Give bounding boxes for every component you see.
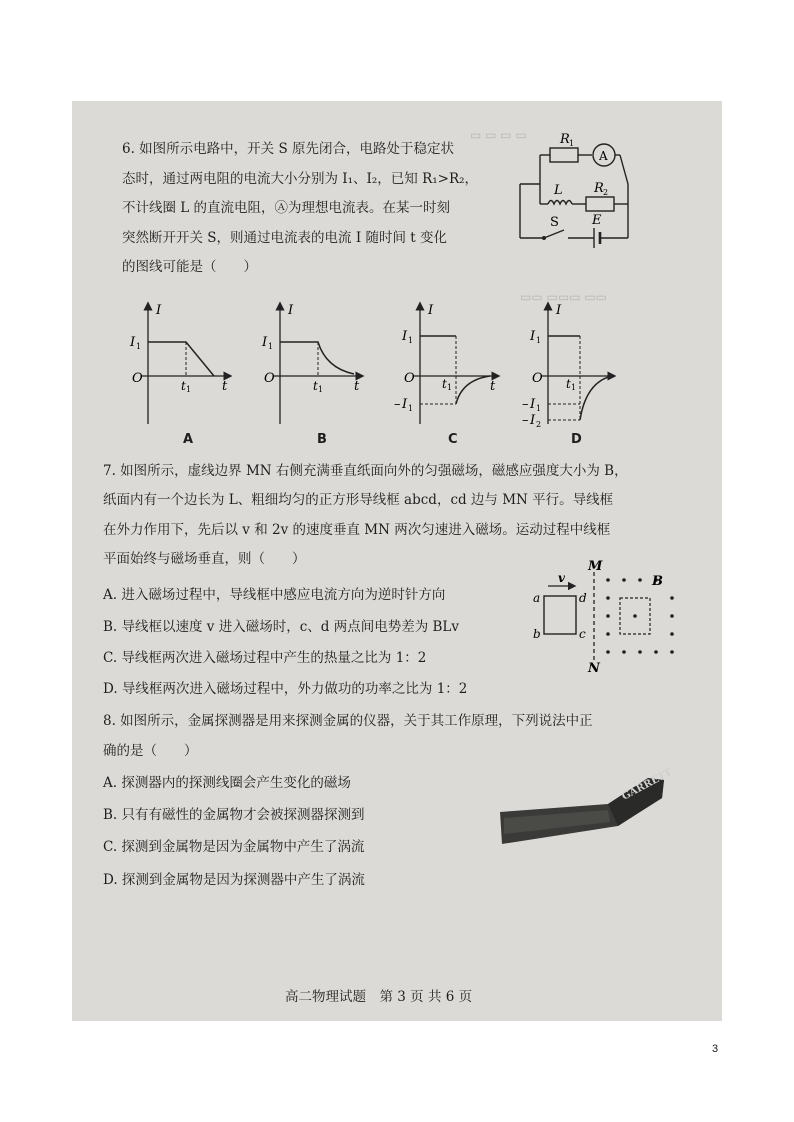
q8-line1: 8. 如图所示，金属探测器是用来探测金属的仪器，关于其工作原理，下列说法中正: [103, 713, 593, 729]
q6-line3: 不计线圈 L 的直流电阻，Ⓐ为理想电流表。在某一时刻: [122, 200, 451, 216]
graph-c-minus: –: [394, 397, 401, 412]
graph-d: [542, 304, 614, 424]
graph-c-origin: O: [404, 371, 415, 386]
graph-a-i1-sub: 1: [136, 342, 142, 351]
graph-c-i1-sub: 1: [408, 336, 414, 345]
q7-magnetic-field-figure: [528, 558, 678, 678]
graph-d-minus-2: –: [522, 413, 529, 428]
q7-line4: 平面始终与磁场垂直，则（ ）: [103, 551, 306, 567]
q7-option-c: C. 导线框两次进入磁场过程中产生的热量之比为 1：2: [103, 650, 427, 666]
r2-subscript: 2: [603, 188, 609, 197]
graph-b-origin: O: [264, 371, 275, 386]
label-d: d: [579, 591, 587, 605]
graph-a: [142, 304, 230, 424]
q6-circuit-diagram: [510, 128, 650, 253]
page-number: 3: [712, 1043, 719, 1055]
graph-b: [274, 304, 362, 424]
label-b: b: [533, 627, 541, 641]
graph-a-t1: t: [181, 379, 186, 393]
graph-a-y-label: I: [156, 303, 162, 318]
graph-b-y-label: I: [288, 303, 294, 318]
graph-d-neg-i2: I: [530, 413, 536, 428]
graph-d-y-label: I: [556, 303, 562, 318]
q6-line5: 的图线可能是（ ）: [122, 259, 257, 275]
graph-c-neg-i1: I: [402, 397, 408, 412]
graph-d-neg-i1-sub: 1: [536, 404, 542, 413]
graph-b-caption: B: [317, 432, 327, 447]
brand-label: GARRETT: [620, 767, 675, 803]
label-a: a: [533, 591, 541, 605]
graph-c-t1: t: [442, 377, 447, 391]
graph-d-t1: t: [566, 377, 571, 391]
graph-a-i1: I: [130, 335, 136, 350]
graph-a-x-label: t: [222, 379, 228, 394]
q7-line2: 纸面内有一个边长为 L、粗细均匀的正方形导线框 abcd，cd 边与 MN 平行。导线框: [103, 492, 614, 508]
metal-detector-image: [498, 767, 675, 848]
q8-option-a: A. 探测器内的探测线圈会产生变化的磁场: [103, 775, 351, 791]
graph-d-i1-sub: 1: [536, 336, 542, 345]
label-c: c: [579, 627, 586, 641]
battery-label: E: [592, 213, 602, 228]
label-m: M: [588, 559, 603, 574]
field-dots: [606, 578, 674, 654]
q7-line3: 在外力作用下，先后以 v 和 2v 的速度垂直 MN 两次匀速进入磁场。运动过程中线框: [103, 522, 611, 538]
graph-b-i1: I: [262, 335, 268, 350]
graph-c-y-label: I: [428, 303, 434, 318]
graph-c-x-label: t: [490, 379, 496, 394]
graph-b-i1-sub: 1: [268, 342, 274, 351]
graph-d-neg-i1: I: [530, 397, 536, 412]
q8-option-b: B. 只有有磁性的金属物才会被探测器探测到: [103, 807, 365, 823]
r2-label: R: [594, 181, 604, 196]
graph-b-t1-sub: 1: [318, 385, 324, 394]
graph-b-t1: t: [313, 379, 318, 393]
q8-option-d: D. 探测到金属物是因为探测器中产生了涡流: [103, 872, 365, 888]
graph-a-t1-sub: 1: [186, 385, 192, 394]
square-frame: [544, 596, 576, 634]
label-b-field: B: [652, 574, 663, 589]
graph-c-t1-sub: 1: [447, 383, 453, 392]
graph-c-neg-i1-sub: 1: [408, 404, 414, 413]
graph-d-i1: I: [530, 329, 536, 344]
q7-option-a: A. 进入磁场过程中，导线框中感应电流方向为逆时针方向: [103, 587, 446, 603]
page-footer: 高二物理试题 第 3 页 共 6 页: [285, 989, 473, 1005]
ammeter-label: A: [599, 149, 608, 163]
label-v: v: [558, 571, 565, 585]
q8-line2: 确的是（ ）: [103, 743, 198, 759]
r1-subscript: 1: [569, 139, 575, 148]
q7-option-b: B. 导线框以速度 v 进入磁场时，c、d 两点间电势差为 BLv: [103, 619, 460, 635]
q6-line2: 态时，通过两电阻的电流大小分别为 I₁、I₂，已知 R₁>R₂，: [122, 171, 479, 187]
q8-option-c: C. 探测到金属物是因为金属物中产生了涡流: [103, 839, 365, 855]
q7-line1: 7. 如图所示，虚线边界 MN 右侧充满垂直纸面向外的匀强磁场，磁感应强度大小为 B，: [103, 463, 628, 479]
r1-label: R: [560, 132, 570, 147]
graph-c-i1: I: [402, 329, 408, 344]
switch-label: S: [550, 215, 559, 230]
graph-d-neg-i2-sub: 2: [536, 420, 542, 429]
label-n: N: [588, 661, 600, 676]
q7-option-d: D. 导线框两次进入磁场过程中，外力做功的功率之比为 1：2: [103, 681, 468, 697]
graph-c-caption: C: [448, 432, 458, 447]
graph-d-origin: O: [532, 371, 543, 386]
graph-c: [414, 304, 498, 424]
graph-a-origin: O: [132, 371, 143, 386]
q6-line1: 6. 如图所示电路中，开关 S 原先闭合，电路处于稳定状: [122, 141, 455, 157]
graph-d-minus-1: –: [522, 397, 529, 412]
inductor-label: L: [554, 183, 563, 198]
graph-d-t1-sub: 1: [571, 383, 577, 392]
q6-line4: 突然断开开关 S，则通过电流表的电流 I 随时间 t 变化: [122, 230, 447, 246]
graph-a-caption: A: [183, 432, 194, 447]
graph-b-x-label: t: [354, 379, 360, 394]
graph-d-caption: D: [571, 432, 582, 447]
